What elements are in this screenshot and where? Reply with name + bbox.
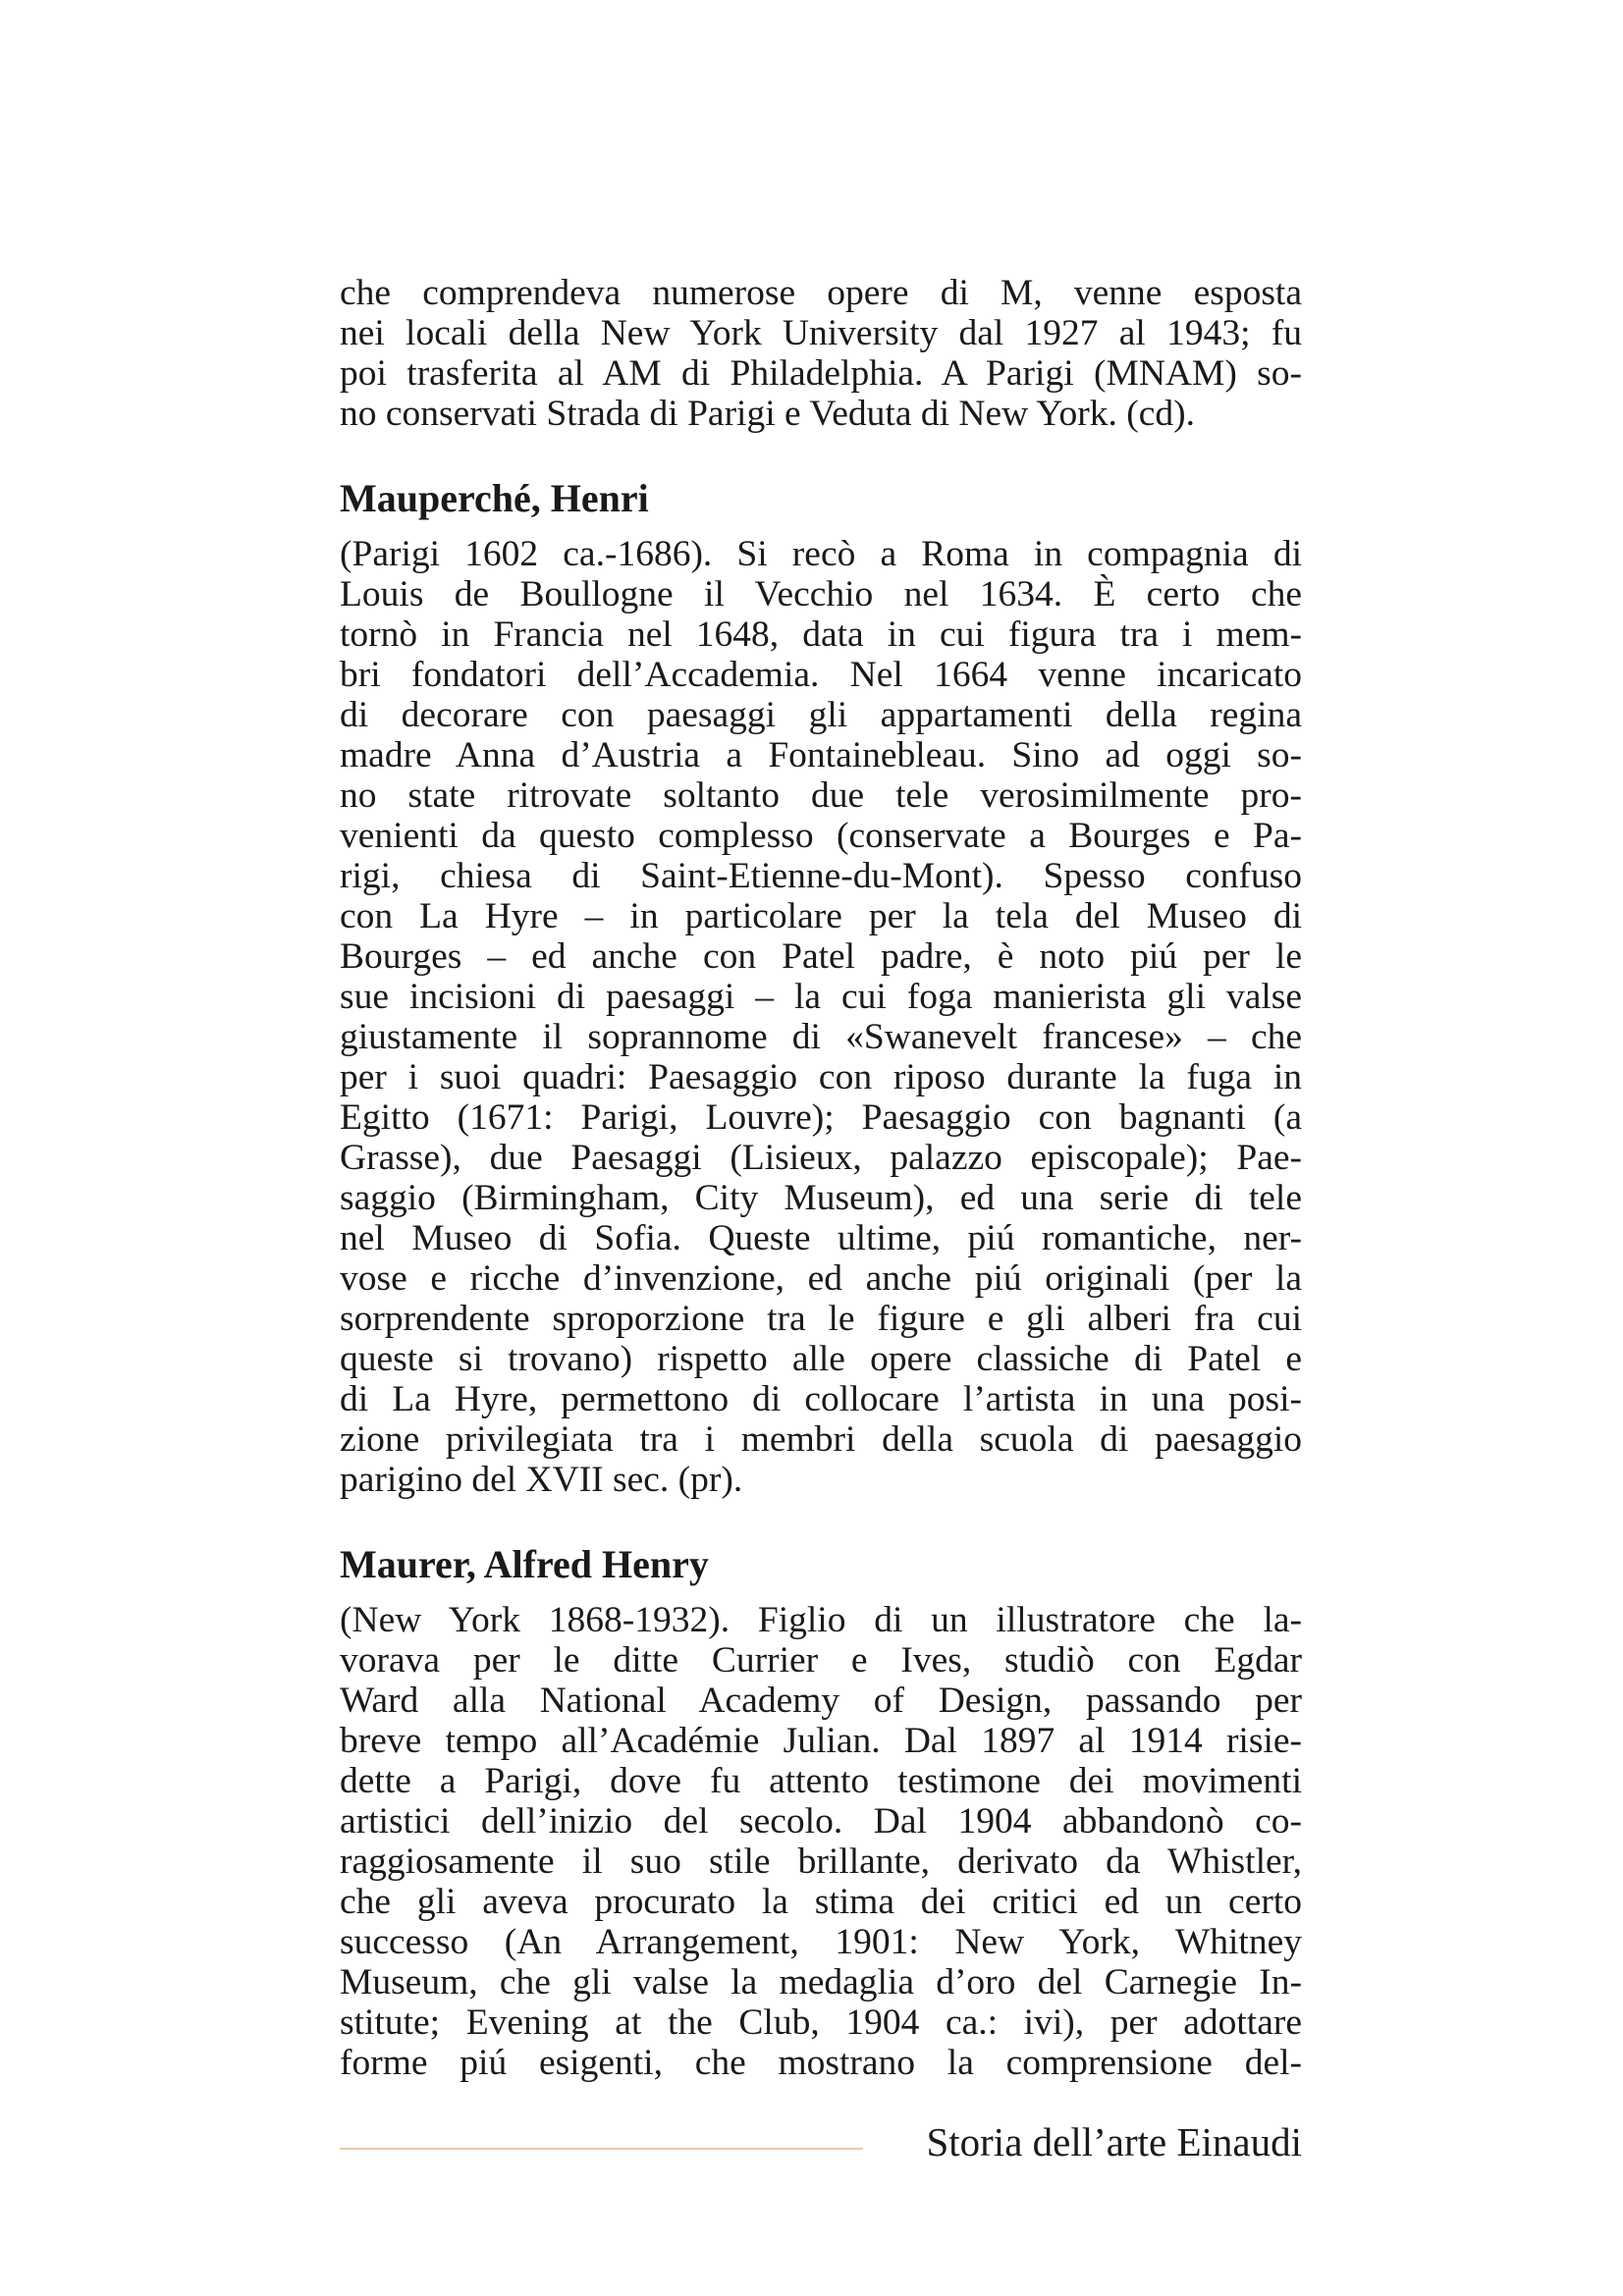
text-line: sue incisioni di paesaggi – la cui foga manierista gli valse (340, 977, 1302, 1017)
text-line: per i suoi quadri: Paesaggio con riposo durante la fuga in (340, 1057, 1302, 1097)
text-line: (Parigi 1602 ca.-1686). Si recò a Roma in compagnia di (340, 534, 1302, 574)
text-line: madre Anna d’Austria a Fontainebleau. Sino ad oggi so- (340, 735, 1302, 775)
text-line: Bourges – ed anche con Patel padre, è noto piú per le (340, 936, 1302, 977)
text-line: successo (An Arrangement, 1901: New York, Whitney (340, 1922, 1302, 1962)
entry-title: Mauperché, Henri (340, 476, 649, 520)
text-line: Egitto (1671: Parigi, Louvre); Paesaggio con bagnanti (a (340, 1097, 1302, 1138)
text-line: Louis de Boullogne il Vecchio nel 1634. È certo che (340, 574, 1302, 614)
text-line: che gli aveva procurato la stima dei critici ed un certo (340, 1882, 1302, 1922)
text-line: (New York 1868-1932). Figlio di un illustratore che la- (340, 1600, 1302, 1640)
text-line: forme piú esigenti, che mostrano la comprensione del- (340, 2043, 1302, 2083)
footer-title: Storia dell’arte Einaudi (926, 2119, 1302, 2164)
text-line: zione privilegiata tra i membri della scuola di paesaggio (340, 1419, 1302, 1460)
text-line: Museum, che gli valse la medaglia d’oro del Carnegie In- (340, 1962, 1302, 2002)
text-line: giustamente il soprannome di «Swanevelt francese» – che (340, 1017, 1302, 1057)
text-line: sorprendente sproporzione tra le figure e gli alberi fra cui (340, 1299, 1302, 1339)
text-line: raggiosamente il suo stile brillante, derivato da Whistler, (340, 1842, 1302, 1882)
text-line: artistici dell’inizio del secolo. Dal 1904 abbandonò co- (340, 1801, 1302, 1842)
text-line: di decorare con paesaggi gli appartamenti della regina (340, 695, 1302, 735)
text-column (340, 273, 1302, 2083)
text-line: dette a Parigi, dove fu attento testimone dei movimenti (340, 1761, 1302, 1801)
text-line: Ward alla National Academy of Design, passando per (340, 1681, 1302, 1721)
text-line: nei locali della New York University dal 1927 al 1943; fu (340, 313, 1302, 353)
text-line: queste si trovano) rispetto alle opere classiche di Patel e (340, 1339, 1302, 1379)
text-line: parigino del XVII sec. (pr). (340, 1460, 743, 1500)
text-line: no state ritrovate soltanto due tele verosimilmente pro- (340, 775, 1302, 816)
intro-paragraph (340, 273, 1302, 434)
text-line: rigi, chiesa di Saint-Etienne-du-Mont). Spesso confuso (340, 856, 1302, 896)
entry-maurer (340, 1543, 1302, 2083)
text-line: saggio (Birmingham, City Museum), ed una serie di tele (340, 1178, 1302, 1218)
text-line: no conservati Strada di Parigi e Veduta di New York. (cd). (340, 394, 1196, 434)
text-line: con La Hyre – in particolare per la tela del Museo di (340, 896, 1302, 936)
text-line: venienti da questo complesso (conservate a Bourges e Pa- (340, 816, 1302, 856)
entry-title: Maurer, Alfred Henry (340, 1542, 709, 1586)
text-line: poi trasferita al AM di Philadelphia. A Parigi (MNAM) so- (340, 353, 1302, 394)
entry-mauperche (340, 477, 1302, 1500)
text-line: tornò in Francia nel 1648, data in cui figura tra i mem- (340, 614, 1302, 655)
text-line: bri fondatori dell’Accademia. Nel 1664 venne incaricato (340, 655, 1302, 695)
text-line: di La Hyre, permettono di collocare l’artista in una posi- (340, 1379, 1302, 1419)
text-line: breve tempo all’Académie Julian. Dal 1897 al 1914 risie- (340, 1721, 1302, 1761)
text-line: vose e ricche d’invenzione, ed anche piú originali (per la (340, 1258, 1302, 1299)
text-line: stitute; Evening at the Club, 1904 ca.: ivi), per adottare (340, 2002, 1302, 2043)
footer-rule (340, 2148, 863, 2150)
text-line: vorava per le ditte Currier e Ives, studiò con Egdar (340, 1640, 1302, 1681)
text-line: nel Museo di Sofia. Queste ultime, piú romantiche, ner- (340, 1218, 1302, 1258)
text-line: Grasse), due Paesaggi (Lisieux, palazzo episcopale); Pae- (340, 1138, 1302, 1178)
text-line: che comprendeva numerose opere di M, venne esposta (340, 273, 1302, 313)
